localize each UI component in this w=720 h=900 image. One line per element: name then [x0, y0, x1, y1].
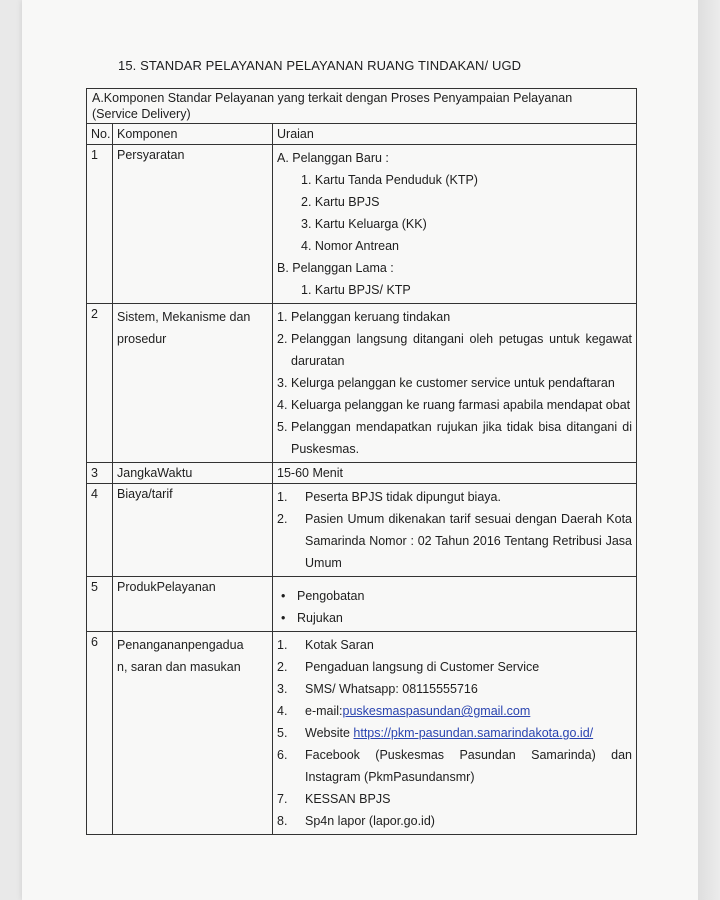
row-komponen: Penangananpengadua n, saran dan masukan	[113, 632, 273, 835]
table-row	[87, 632, 637, 835]
table-row	[87, 577, 637, 632]
list-item: 7. KESSAN BPJS	[277, 792, 391, 806]
list-item: 2. Pasien Umum dikenakan tarif sesuai dengan Daerah Kota Samarinda Nomor : 02 Tahun 2016 Tentang Retribusi Jasa Umum	[277, 512, 632, 570]
table-row	[87, 463, 637, 484]
list-item: 4. e-mail:puskesmaspasundan@gmail.com	[277, 704, 531, 718]
list-item: 3. SMS/ Whatsapp: 08115555716	[277, 682, 478, 696]
document-title: 15. STANDAR PELAYANAN PELAYANAN RUANG TINDAKAN/ UGD	[118, 58, 522, 73]
section-heading: A.Komponen Standar Pelayanan yang terkait dengan Proses Penyampaian Pelayanan (Service Delivery)	[87, 89, 637, 124]
row-no: 3	[87, 463, 113, 484]
table-row	[87, 145, 637, 304]
row-no: 1	[87, 145, 113, 304]
list-item: 3. Kelurga pelanggan ke customer service untuk pendaftaran	[277, 376, 615, 390]
row-uraian	[273, 304, 637, 463]
table-row	[87, 304, 637, 463]
list-item: 1. Kotak Saran	[277, 638, 374, 652]
list-item: 6. Facebook (Puskesmas Pasundan Samarinda) dan Instagram (PkmPasundansmr)	[277, 748, 632, 784]
list-item: 8. Sp4n lapor (lapor.go.id)	[277, 814, 435, 828]
list-item: 2. Pengaduan langsung di Customer Service	[277, 660, 540, 674]
row-komponen: Biaya/tarif	[113, 484, 273, 577]
website-link[interactable]: https://pkm-pasundan.samarindakota.go.id/	[353, 726, 594, 740]
list-item: 4. Keluarga pelanggan ke ruang farmasi apabila mendapat obat	[277, 398, 631, 412]
header-no: No.	[87, 124, 113, 145]
row-uraian	[273, 632, 637, 835]
row-no: 6	[87, 632, 113, 835]
row-komponen: JangkaWaktu	[113, 463, 273, 484]
list-item: 5. Website https://pkm-pasundan.samarindakota.go.id/	[277, 726, 594, 740]
bullet-icon: •	[281, 589, 286, 603]
row-komponen: ProdukPelayanan	[113, 577, 273, 632]
list-item: 1. Pelanggan keruang tindakan	[277, 310, 451, 324]
list-item: 5. Pelanggan mendapatkan rujukan jika tidak bisa ditangani di Puskesmas.	[277, 420, 632, 456]
row-no: 4	[87, 484, 113, 577]
row-no: 2	[87, 304, 113, 463]
list-item: 2. Pelanggan langsung ditangani oleh petugas untuk kegawat daruratan	[277, 332, 632, 368]
row-uraian	[273, 484, 637, 577]
header-komponen: Komponen	[113, 124, 273, 145]
row-uraian: A. Pelanggan Baru : 1. Kartu Tanda Penduduk (KTP) 2. Kartu BPJS 3. Kartu Keluarga (KK) 4. Nomor Antrean B. Pelanggan Lama : 1. Kartu BPJS/ KTP	[273, 145, 637, 304]
email-link[interactable]: puskesmaspasundan@gmail.com	[342, 704, 531, 718]
service-standard-table	[86, 88, 637, 835]
list-item: 1. Peserta BPJS tidak dipungut biaya.	[277, 490, 501, 504]
row-komponen: Persyaratan	[113, 145, 273, 304]
document-page	[22, 0, 698, 900]
bullet-icon: •	[281, 611, 286, 625]
row-uraian	[273, 577, 637, 632]
row-uraian: 15-60 Menit	[273, 463, 637, 484]
table-row	[87, 484, 637, 577]
row-no: 5	[87, 577, 113, 632]
list-item: • Pengobatan	[277, 585, 632, 607]
header-uraian: Uraian	[273, 124, 637, 145]
page-edge	[698, 0, 720, 900]
list-item: • Rujukan	[277, 607, 632, 629]
table-header-row	[87, 124, 637, 145]
row-komponen: Sistem, Mekanisme dan prosedur	[113, 304, 273, 463]
